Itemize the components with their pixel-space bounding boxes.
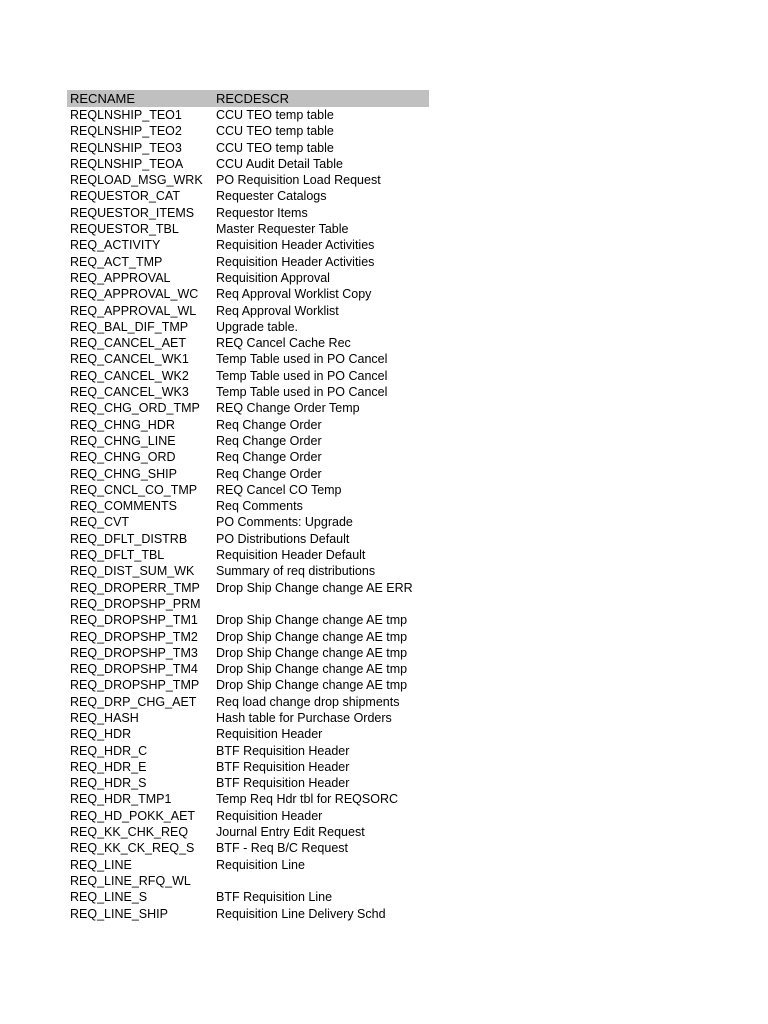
recdescr-cell: Requestor Items <box>216 205 308 220</box>
recdescr-cell: Req Comments <box>216 499 303 514</box>
recdescr-cell: Drop Ship Change change AE tmp <box>216 613 408 628</box>
recdescr-cell: REQ Cancel Cache Rec <box>216 336 351 351</box>
table-row <box>67 433 429 449</box>
recname-cell: REQ_CHNG_SHIP <box>70 466 177 481</box>
recname-cell: REQ_HD_POKK_AET <box>70 808 196 823</box>
recname-cell: REQ_HASH <box>70 710 139 725</box>
recdescr-cell: Summary of req distributions <box>216 564 376 579</box>
table-row <box>67 107 429 123</box>
recname-cell: REQ_CVT <box>70 515 130 530</box>
table-row <box>67 791 429 807</box>
recname-cell: REQ_KK_CHK_REQ <box>70 825 189 840</box>
recdescr-cell: BTF Requisition Header <box>216 743 350 758</box>
table-row <box>67 172 429 188</box>
table-row <box>67 645 429 661</box>
table-row <box>67 123 429 139</box>
recname-cell: REQ_CANCEL_WK3 <box>70 385 189 400</box>
recname-cell: REQ_HDR_C <box>70 743 148 758</box>
recname-cell: REQ_CANCEL_AET <box>70 336 187 351</box>
recname-cell: REQ_BAL_DIF_TMP <box>70 319 189 334</box>
recname-cell: REQLOAD_MSG_WRK <box>70 173 203 188</box>
recdescr-cell: CCU TEO temp table <box>216 140 334 155</box>
recname-cell: REQ_DRP_CHG_AET <box>70 694 197 709</box>
recname-cell: REQLNSHIP_TEO2 <box>70 124 182 139</box>
recname-cell: REQUESTOR_ITEMS <box>70 205 195 220</box>
table-row <box>67 580 429 596</box>
recname-cell: REQ_DROPSHP_TM3 <box>70 645 198 660</box>
recdescr-cell: Journal Entry Edit Request <box>216 825 365 840</box>
table-row <box>67 156 429 172</box>
recdescr-cell: CCU TEO temp table <box>216 124 334 139</box>
recname-cell: REQ_CANCEL_WK1 <box>70 352 189 367</box>
recname-cell: REQ_COMMENTS <box>70 499 177 514</box>
column-header-recdescr: RECDESCR <box>216 91 289 106</box>
recname-cell: REQLNSHIP_TEO3 <box>70 140 182 155</box>
recname-cell: REQ_LINE <box>70 857 132 872</box>
recname-cell: REQ_HDR_E <box>70 759 147 774</box>
recdescr-cell: Req Change Order <box>216 433 322 448</box>
table-row <box>67 498 429 514</box>
recname-cell: REQ_HDR <box>70 727 132 742</box>
recdescr-cell: Req Approval Worklist Copy <box>216 287 372 302</box>
recdescr-cell: Req Change Order <box>216 417 322 432</box>
recname-cell: REQ_ACTIVITY <box>70 238 161 253</box>
table-row <box>67 303 429 319</box>
recname-cell: REQ_DROPSHP_TM2 <box>70 629 198 644</box>
recname-cell: REQ_CHNG_ORD <box>70 450 176 465</box>
table-body <box>67 107 429 922</box>
recname-cell: REQUESTOR_CAT <box>70 189 180 204</box>
recname-cell: REQ_CHNG_HDR <box>70 417 175 432</box>
recdescr-cell: BTF Requisition Line <box>216 890 333 905</box>
recname-cell: REQ_CNCL_CO_TMP <box>70 482 198 497</box>
table-row <box>67 400 429 416</box>
table-row <box>67 596 429 612</box>
table-row <box>67 857 429 873</box>
recname-cell: REQ_APPROVAL_WC <box>70 287 199 302</box>
recdescr-cell: Requisition Header Default <box>216 548 366 563</box>
recdescr-cell: Upgrade table. <box>216 319 299 334</box>
recdescr-cell: REQ Cancel CO Temp <box>216 482 342 497</box>
recname-cell: REQ_CANCEL_WK2 <box>70 368 189 383</box>
recdescr-cell: Req Change Order <box>216 466 322 481</box>
recdescr-cell: Requisition Header Activities <box>216 254 375 269</box>
recdescr-cell: BTF Requisition Header <box>216 759 350 774</box>
recdescr-cell: Temp Table used in PO Cancel <box>216 385 388 400</box>
recdescr-cell: Drop Ship Change change AE ERR <box>216 580 413 595</box>
recdescr-cell: Req Approval Worklist <box>216 303 339 318</box>
table-row <box>67 237 429 253</box>
table-row <box>67 351 429 367</box>
table-row <box>67 335 429 351</box>
recname-cell: REQ_DROPERR_TMP <box>70 580 200 595</box>
table-row <box>67 726 429 742</box>
recdescr-cell: Drop Ship Change change AE tmp <box>216 629 408 644</box>
recdescr-cell: Drop Ship Change change AE tmp <box>216 645 408 660</box>
recname-cell: REQ_ACT_TMP <box>70 254 163 269</box>
recname-cell: REQ_APPROVAL <box>70 270 171 285</box>
recdescr-cell: PO Distributions Default <box>216 531 350 546</box>
recname-cell: REQ_DFLT_DISTRB <box>70 531 188 546</box>
recdescr-cell: REQ Change Order Temp <box>216 401 360 416</box>
recname-cell: REQ_LINE_S <box>70 890 148 905</box>
table-row <box>67 531 429 547</box>
recdescr-cell: BTF - Req B/C Request <box>216 841 348 856</box>
recname-cell: REQLNSHIP_TEO1 <box>70 108 182 122</box>
table-row <box>67 808 429 824</box>
recname-cell: REQ_DROPSHP_TM4 <box>70 662 198 677</box>
table-row <box>67 254 429 270</box>
recdescr-cell: PO Requisition Load Request <box>216 173 381 188</box>
table-row <box>67 221 429 237</box>
table-row <box>67 140 429 156</box>
recdescr-cell: Requisition Line Delivery Schd <box>216 906 386 921</box>
recdescr-cell: Master Requester Table <box>216 222 349 237</box>
table-row <box>67 319 429 335</box>
table-row <box>67 449 429 465</box>
record-table <box>67 90 429 922</box>
recname-cell: REQUESTOR_TBL <box>70 222 179 237</box>
recdescr-cell: Temp Table used in PO Cancel <box>216 368 388 383</box>
table-row <box>67 205 429 221</box>
recdescr-cell: CCU TEO temp table <box>216 108 334 122</box>
table-row <box>67 759 429 775</box>
table-row <box>67 677 429 693</box>
recname-cell: REQ_DFLT_TBL <box>70 548 165 563</box>
recname-cell: REQ_LINE_RFQ_WL <box>70 873 191 888</box>
recname-cell: REQLNSHIP_TEOA <box>70 156 184 171</box>
table-row <box>67 188 429 204</box>
recname-cell: REQ_DROPSHP_TMP <box>70 678 200 693</box>
recdescr-cell: Drop Ship Change change AE tmp <box>216 678 408 693</box>
table-row <box>67 368 429 384</box>
table-row <box>67 906 429 922</box>
table-row <box>67 889 429 905</box>
table-row <box>67 824 429 840</box>
table-row <box>67 873 429 889</box>
recname-cell: REQ_HDR_S <box>70 776 147 791</box>
table-row <box>67 661 429 677</box>
table-row <box>67 417 429 433</box>
recdescr-cell: Requisition Header Activities <box>216 238 375 253</box>
recname-cell: REQ_APPROVAL_WL <box>70 303 197 318</box>
table-row <box>67 840 429 856</box>
recname-cell: REQ_HDR_TMP1 <box>70 792 172 807</box>
recname-cell: REQ_KK_CK_REQ_S <box>70 841 195 856</box>
recname-cell: REQ_DROPSHP_PRM <box>70 596 201 611</box>
table-row <box>67 710 429 726</box>
table-row <box>67 743 429 759</box>
table-row <box>67 514 429 530</box>
recname-cell: REQ_DIST_SUM_WK <box>70 564 195 579</box>
recdescr-cell: Drop Ship Change change AE tmp <box>216 662 408 677</box>
recdescr-cell: Temp Req Hdr tbl for REQSORC <box>216 792 398 807</box>
table-row <box>67 286 429 302</box>
recdescr-cell: Requisition Line <box>216 857 305 872</box>
recdescr-cell <box>214 596 429 612</box>
table-row <box>67 270 429 286</box>
recdescr-cell <box>214 873 429 889</box>
recdescr-cell: Requisition Header <box>216 808 323 823</box>
recdescr-cell: Requester Catalogs <box>216 189 327 204</box>
recdescr-cell: Requisition Header <box>216 727 323 742</box>
table-row <box>67 612 429 628</box>
recdescr-cell: BTF Requisition Header <box>216 776 350 791</box>
recdescr-cell: CCU Audit Detail Table <box>216 156 343 171</box>
recname-cell: REQ_DROPSHP_TM1 <box>70 613 198 628</box>
table-row <box>67 466 429 482</box>
recdescr-cell: Requisition Approval <box>216 270 330 285</box>
table-row <box>67 629 429 645</box>
table-row <box>67 384 429 400</box>
table-header-row <box>67 90 429 107</box>
recdescr-cell: Temp Table used in PO Cancel <box>216 352 388 367</box>
recname-cell: REQ_CHNG_LINE <box>70 433 176 448</box>
recdescr-cell: Hash table for Purchase Orders <box>216 710 392 725</box>
table-row <box>67 775 429 791</box>
table-row <box>67 482 429 498</box>
table-row <box>67 694 429 710</box>
recname-cell: REQ_LINE_SHIP <box>70 906 168 921</box>
recdescr-cell: PO Comments: Upgrade <box>216 515 353 530</box>
table-row <box>67 547 429 563</box>
column-header-recname: RECNAME <box>70 91 136 106</box>
recdescr-cell: Req load change drop shipments <box>216 694 400 709</box>
table-row <box>67 563 429 579</box>
recname-cell: REQ_CHG_ORD_TMP <box>70 401 200 416</box>
recdescr-cell: Req Change Order <box>216 450 322 465</box>
